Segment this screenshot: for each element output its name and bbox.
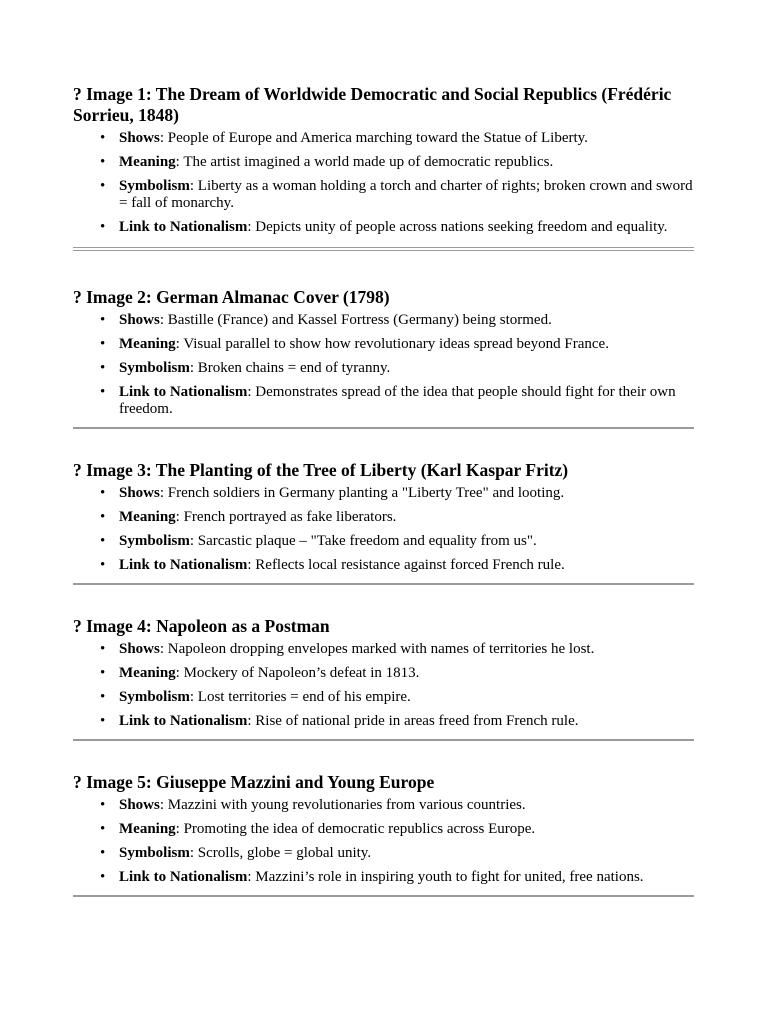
- list-item: [119, 219, 694, 236]
- item-key: Symbolism: [119, 689, 190, 705]
- item-text: : Visual parallel to show how revolutionary ideas spread beyond France.: [175, 336, 609, 352]
- list-item: [119, 178, 694, 212]
- item-text: : Napoleon dropping envelopes marked with names of territories he lost.: [159, 641, 595, 657]
- list-item: [119, 869, 694, 886]
- item-text: : French soldiers in Germany planting a "Liberty Tree" and looting.: [159, 485, 565, 501]
- item-text: : Broken chains = end of tyranny.: [189, 360, 391, 376]
- item-text: : Bastille (France) and Kassel Fortress (Germany) being stormed.: [159, 312, 552, 328]
- item-key: Symbolism: [119, 360, 190, 376]
- item-text: : People of Europe and America marching toward the Statue of Liberty.: [159, 130, 588, 146]
- section-image-1: [73, 84, 694, 236]
- list-item: [119, 312, 694, 329]
- section-heading: ? Image 3: The Planting of the Tree of Liberty (Karl Kaspar Fritz): [73, 460, 569, 480]
- list-item: [119, 336, 694, 353]
- bullet-list: [73, 130, 694, 236]
- section-heading: ? Image 4: Napoleon as a Postman: [73, 616, 330, 636]
- item-key: Link to Nationalism: [119, 713, 248, 729]
- document-page: [73, 84, 694, 928]
- item-key: Symbolism: [119, 178, 190, 194]
- item-key: Meaning: [119, 509, 176, 525]
- section-divider: [73, 583, 694, 585]
- section-image-2: [73, 287, 694, 418]
- list-item: [119, 533, 694, 550]
- item-key: Shows: [119, 797, 160, 813]
- list-item: [119, 509, 694, 526]
- item-key: Link to Nationalism: [119, 219, 248, 235]
- list-item: [119, 821, 694, 838]
- item-text: : Liberty as a woman holding a torch and charter of rights; broken crown and sword = fall of monarchy.: [119, 178, 693, 211]
- section-heading: ? Image 2: German Almanac Cover (1798): [73, 287, 390, 307]
- item-text: : Lost territories = end of his empire.: [189, 689, 411, 705]
- section-image-5: [73, 772, 694, 886]
- item-text: : Demonstrates spread of the idea that people should fight for their own freedom.: [119, 384, 676, 417]
- item-text: : Promoting the idea of democratic republics across Europe.: [175, 821, 536, 837]
- bullet-list: [73, 797, 694, 886]
- item-text: : Sarcastic plaque – "Take freedom and equality from us".: [189, 533, 537, 549]
- list-item: [119, 845, 694, 862]
- list-item: [119, 130, 694, 147]
- item-text: : Rise of national pride in areas freed from French rule.: [247, 713, 579, 729]
- item-key: Link to Nationalism: [119, 869, 248, 885]
- item-key: Shows: [119, 312, 160, 328]
- section-divider: [73, 247, 694, 251]
- item-text: : Depicts unity of people across nations seeking freedom and equality.: [247, 219, 668, 235]
- section-image-4: [73, 616, 694, 730]
- item-key: Meaning: [119, 154, 176, 170]
- item-key: Link to Nationalism: [119, 384, 248, 400]
- list-item: [119, 384, 694, 418]
- item-key: Shows: [119, 641, 160, 657]
- item-key: Shows: [119, 485, 160, 501]
- bullet-list: [73, 312, 694, 418]
- list-item: [119, 689, 694, 706]
- item-key: Symbolism: [119, 845, 190, 861]
- section-divider: [73, 427, 694, 429]
- item-key: Meaning: [119, 821, 176, 837]
- section-heading: ? Image 5: Giuseppe Mazzini and Young Europe: [73, 772, 435, 792]
- list-item: [119, 485, 694, 502]
- bullet-list: [73, 485, 694, 574]
- section-heading: ? Image 1: The Dream of Worldwide Democratic and Social Republics (Frédéric Sorrieu, 1848): [73, 84, 672, 125]
- list-item: [119, 557, 694, 574]
- section-divider: [73, 739, 694, 741]
- section-divider: [73, 895, 694, 897]
- bullet-list: [73, 641, 694, 730]
- item-text: : Reflects local resistance against forced French rule.: [247, 557, 565, 573]
- item-text: : French portrayed as fake liberators.: [175, 509, 397, 525]
- item-key: Symbolism: [119, 533, 190, 549]
- list-item: [119, 154, 694, 171]
- item-key: Meaning: [119, 665, 176, 681]
- item-key: Meaning: [119, 336, 176, 352]
- item-text: : Scrolls, globe = global unity.: [189, 845, 372, 861]
- list-item: [119, 797, 694, 814]
- item-text: : Mockery of Napoleon’s defeat in 1813.: [175, 665, 420, 681]
- list-item: [119, 641, 694, 658]
- item-key: Shows: [119, 130, 160, 146]
- item-text: : Mazzini’s role in inspiring youth to fight for united, free nations.: [247, 869, 644, 885]
- item-key: Link to Nationalism: [119, 557, 248, 573]
- list-item: [119, 360, 694, 377]
- list-item: [119, 665, 694, 682]
- section-image-3: [73, 460, 694, 574]
- item-text: : The artist imagined a world made up of democratic republics.: [175, 154, 554, 170]
- list-item: [119, 713, 694, 730]
- item-text: : Mazzini with young revolutionaries from various countries.: [159, 797, 526, 813]
